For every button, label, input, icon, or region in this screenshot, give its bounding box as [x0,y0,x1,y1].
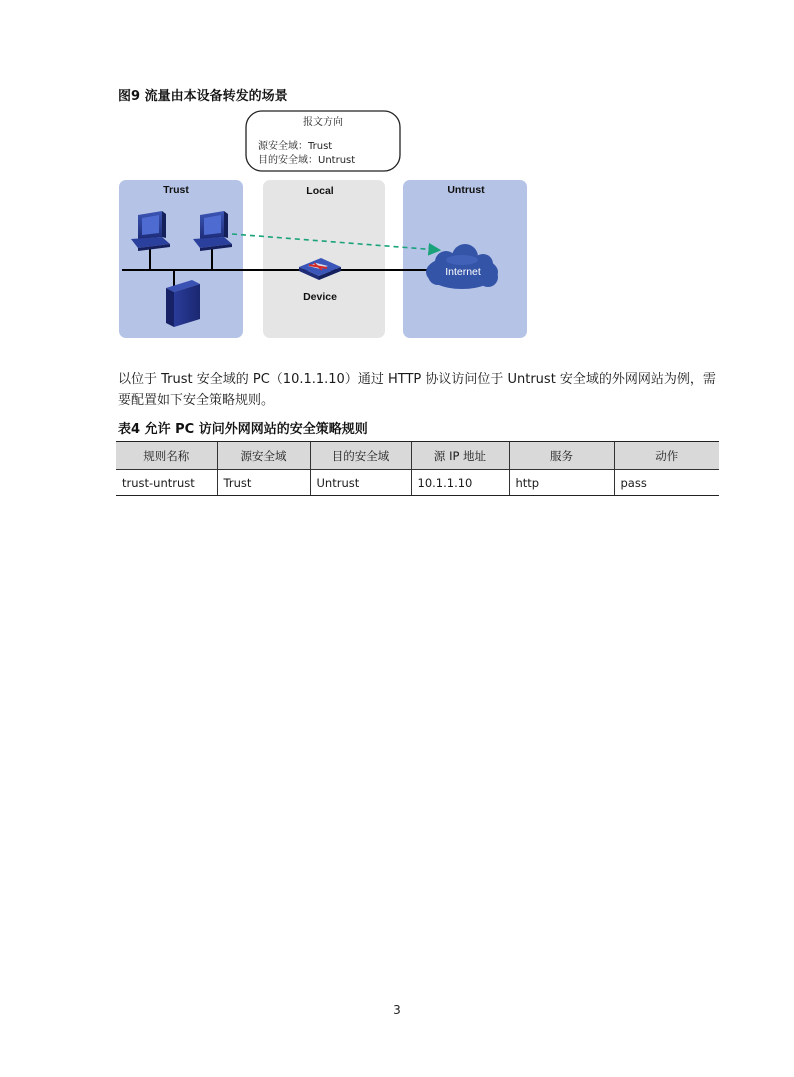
cell-rule-name: trust-untrust [116,470,217,496]
table-header-row [116,442,719,470]
network-diagram [116,108,536,344]
header-service: 服务 [509,442,614,470]
figure-caption: 图9 流量由本设备转发的场景 [118,89,288,104]
zone-local-label: Local [306,185,334,197]
zone-trust-label: Trust [163,184,189,196]
page-number: 3 [393,1003,401,1017]
header-dest-zone: 目的安全域 [310,442,411,470]
cell-dest-zone: Untrust [310,470,411,496]
cell-source-ip: 10.1.1.10 [411,470,509,496]
bubble-title: 报文方向 [303,117,343,128]
security-policy-table [116,441,719,496]
server-icon [166,280,200,327]
header-action: 动作 [614,442,719,470]
header-source-ip: 源 IP 地址 [411,442,509,470]
table-caption: 表4 允许 PC 访问外网网站的安全策略规则 [118,422,368,437]
zone-untrust-label: Untrust [447,184,485,196]
cell-service: http [509,470,614,496]
zone-local-box [263,180,385,338]
cell-action: pass [614,470,719,496]
body-paragraph: 以位于 Trust 安全域的 PC（10.1.1.10）通过 HTTP 协议访问位于 Untrust 安全域的外网网站为例，需要配置如下安全策略规则。 [118,372,716,408]
cell-source-zone: Trust [217,470,310,496]
header-source-zone: 源安全域 [217,442,310,470]
internet-label: Internet [445,266,481,278]
bubble-dest-zone: 目的安全域：Untrust [258,155,356,166]
table-row [116,470,719,496]
device-label: Device [303,291,337,303]
header-rule-name: 规则名称 [116,442,217,470]
bubble-source-zone: 源安全域：Trust [258,141,333,152]
